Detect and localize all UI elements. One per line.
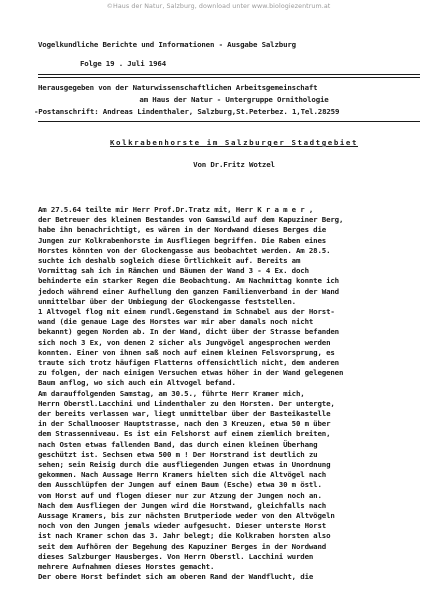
article-author: Von Dr.Fritz Wotzel: [193, 160, 275, 169]
body-line: in der Schallmooser Hauptstrasse, nach den 3 Kreuzen, etwa 50 m über: [38, 419, 331, 429]
publisher-line-3: -Postanschrift: Andreas Lindenthaler, Salzburg,St.Peterbez. 1,Tel.28259: [34, 107, 340, 116]
body-line: bekannt) gegen Norden ab. In der Wand, dicht über der Strasse befanden: [38, 327, 339, 337]
body-line: konnten. Einer von ihnen saß noch auf einem kleinen Felsvorsprung, es: [38, 347, 335, 357]
body-line: sich noch 3 Ex, von denen 2 sicher als Jungvögel angesprochen werden: [38, 337, 331, 347]
body-line: der bereits verlassen war, liegt unmittelbar über der Basteikastelle: [38, 409, 331, 418]
body-line: Vormittag sah ich in Rämchen und Bäumen der Wand 3 - 4 Ex. doch: [38, 266, 309, 276]
body-line: seit dem Aufhören der Begehung des Kapuziner Berges in der Nordwand: [38, 541, 327, 551]
body-line: Jungen zur Kolkrabenhorste im Ausfliegen begriffen. Die Raben eines: [38, 235, 327, 245]
body-line: behinderte ein starker Regen die Beobachtung. Am Nachmittag konnte ich: [38, 276, 339, 286]
body-line: dem Ausschlüpfen der Jungen auf einem Baum (Esche) etwa 30 m östl.: [38, 480, 322, 490]
issue-line: Folge 19 . Juli 1964: [80, 59, 166, 68]
body-line: Am darauffolgenden Samstag, am 30.5., führte Herr Kramer mich,: [38, 388, 305, 398]
body-line: gekommen. Nach Aussage Herrn Kramers hielten sich die Altvögel nach: [38, 470, 327, 480]
body-line: Baum anflog, wo sich auch ein Altvogel befand.: [38, 378, 236, 388]
body-line: zu folgen, der nach einigen Versuchen etwas höher in der Wand gelegenen: [38, 368, 344, 378]
body-line: Herrn Oberstl.Lacchini und Lindenthaler zu den Horsten. Der untergte,: [38, 398, 335, 408]
body-line: ist nach Kramer schon das 3. Jahr belegt; die Kolkraben horsten also: [38, 531, 331, 541]
publisher-line-2: am Haus der Natur - Untergruppe Ornithologie: [139, 95, 329, 104]
body-line: Aussage Kramers, bis zur nächsten Brutperiode weder von den Altvögeln: [38, 511, 335, 520]
body-line: wand (die genaue Lage des Horstes war mir aber damals noch nicht: [38, 317, 314, 327]
body-line: Nach dem Ausfliegen der Jungen wird die Horstwand, gleichfalls nach: [38, 500, 327, 510]
body-line: habe ihn benachrichtigt, es wären in der Nordwand dieses Berges die: [38, 225, 327, 235]
article-title: Kolkrabenhorste im Salzburger Stadtgebiet: [109, 138, 359, 147]
body-line: jedoch während einer Aufhellung den ganzen Familienverband in der Wand: [38, 286, 339, 296]
body-line: mehrere Aufnahmen dieses Horstes gemacht.: [38, 562, 215, 571]
body-line: sehen; sein Reisig durch die ausfliegenden Jungen etwas in Unordnung: [38, 460, 331, 469]
watermark: ©Haus der Natur, Salzburg, download unter www.biologiezentrum.at: [106, 3, 331, 10]
body-line: noch von den Jungen jemals wieder aufgesucht. Dieser unterste Horst: [38, 521, 327, 531]
header-rule: [38, 74, 420, 78]
body-line: dieses Salzburger Hausberges. Von Herrn Oberstl. Lacchini wurden: [38, 551, 314, 561]
publisher-rule: [38, 121, 420, 122]
body-line: traute sich trotz häufigen Flatterns offensichtlich nicht, dem anderen: [38, 358, 339, 367]
body-line: geschützt ist. Sechsen etwa 500 m ! Der Horstrand ist deutlich zu: [38, 449, 318, 459]
body-line: Horstes könnten von der Glockengasse aus beobachtet werden. Am 28.5.: [38, 245, 331, 255]
body-line: dem Strassenniveau. Es ist ein Felshorst auf einem ziemlich breiten,: [38, 429, 331, 439]
body-line: Am 27.5.64 teilte mir Herr Prof.Dr.Tratz mit, Herr K r a m e r ,: [38, 205, 314, 214]
publisher-line-1: Herausgegeben von der Naturwissenschaftlichen Arbeitsgemeinschaft: [38, 83, 318, 92]
series-title: Vogelkundliche Berichte und Informationen - Ausgabe Salzburg: [38, 40, 296, 49]
body-line: nach Osten etwas fallenden Band, das durch einen kleinen Überhang: [38, 439, 318, 449]
body-line: suchte ich deshalb sogleich diese Örtlichkeit auf. Bereits am: [38, 256, 301, 265]
body-line: der Betreuer des kleinen Bestandes von Gamswild auf dem Kapuziner Berg,: [38, 215, 344, 225]
body-line: unmittelbar über der Umbiegung der Glockengasse feststellen.: [38, 296, 296, 306]
body-line: Der obere Horst befindet sich am oberen Rand der Wandflucht, die: [38, 572, 314, 582]
body-line: vom Horst auf und flogen dieser nur zur Atzung der Jungen noch an.: [38, 490, 322, 500]
body-line: 1 Altvogel flog mit einem rundl.Gegenstand im Schnabel aus der Horst-: [38, 307, 335, 316]
